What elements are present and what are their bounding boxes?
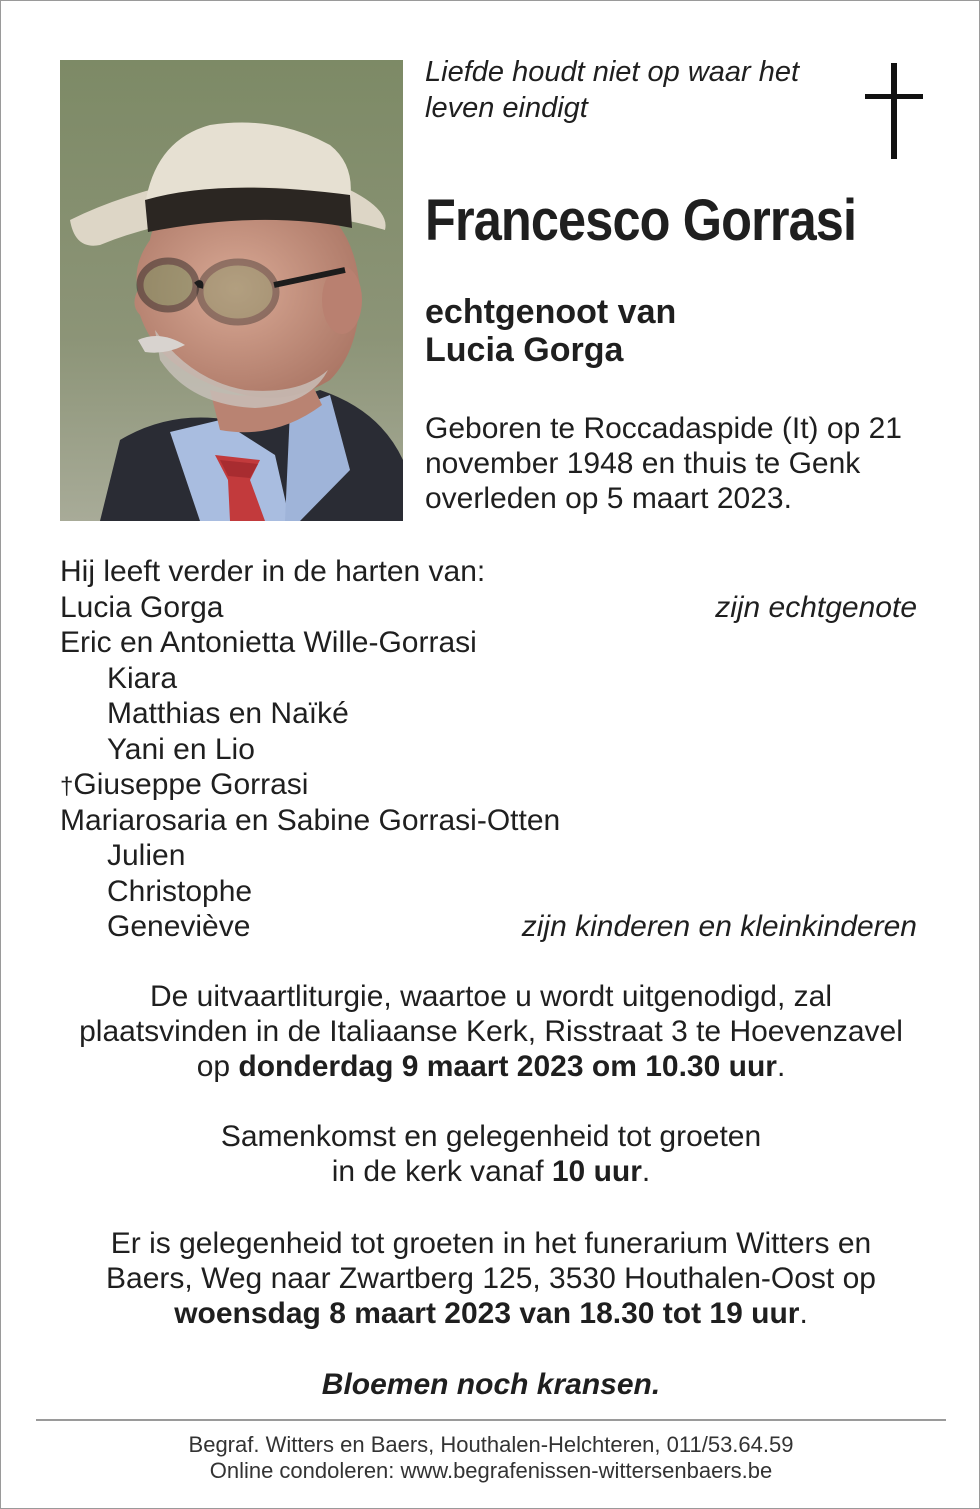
motto-line-2: leven eindigt (425, 92, 588, 124)
family-row (60, 838, 917, 874)
family-role: zijn kinderen en kleinkinderen (521, 910, 917, 943)
portrait-photo (60, 60, 403, 521)
family-row (60, 803, 917, 839)
family-list (60, 554, 917, 945)
birth-line-2: november 1948 en thuis te Genk (425, 447, 861, 480)
family-member-name: Christophe (107, 874, 253, 908)
family-row (60, 909, 917, 945)
spouse-prefix: echtgenoot van (425, 293, 677, 331)
family-intro: Hij leeft verder in de harten van: (60, 555, 486, 588)
gathering-time: 10 uur (551, 1155, 642, 1188)
footer (41, 1432, 941, 1484)
family-member-name: Lucia Gorga (60, 590, 224, 624)
gathering-line-1: Samenkomst en gelegenheid tot groeten (220, 1120, 762, 1153)
liturgy-line-1: De uitvaartliturgie, waartoe u wordt uitgenodigd, zal (149, 980, 833, 1013)
viewing-info (41, 1226, 941, 1331)
family-member-name: Yani en Lio (107, 732, 255, 766)
deceased-name: Francesco Gorrasi (425, 188, 857, 253)
gathering-line-2-pre: in de kerk vanaf (331, 1155, 552, 1188)
funeral-home-contact: Begraf. Witters en Baers, Houthalen-Helchteren, 011/53.64.59 (188, 1432, 794, 1457)
liturgy-datetime: donderdag 9 maart 2023 om 10.30 uur (238, 1050, 777, 1083)
liturgy-info (41, 979, 941, 1084)
gathering-line-2-post: . (641, 1155, 651, 1188)
liturgy-line-2: plaatsvinden in de Italiaanse Kerk, Risstraat 3 te Hoevenzavel (79, 1015, 903, 1048)
cross-icon (865, 63, 923, 159)
family-row (60, 767, 917, 803)
family-row (60, 732, 917, 768)
online-condolence-link: Online condoleren: www.begrafenissen-wittersenbaers.be (209, 1458, 773, 1483)
motto-line-1: Liefde houdt niet op waar het (425, 56, 800, 88)
birth-line-1: Geboren te Roccadaspide (It) op 21 (425, 412, 902, 445)
flowers-notice: Bloemen noch kransen. (321, 1368, 661, 1401)
family-member-name: Matthias en Naïké (107, 697, 349, 730)
viewing-datetime: woensdag 8 maart 2023 van 18.30 tot 19 uur (174, 1297, 800, 1330)
family-row (60, 696, 917, 732)
family-member-name: Geneviève (107, 910, 251, 943)
family-row (60, 874, 917, 910)
spouse-info (425, 293, 676, 369)
family-member-name: Kiara (107, 661, 178, 695)
family-member-name: Julien (107, 839, 186, 872)
family-member-name: Giuseppe Gorrasi (73, 768, 309, 801)
liturgy-line-3-post: . (776, 1050, 786, 1083)
viewing-line-3-post: . (799, 1297, 808, 1330)
dagger-icon: † (60, 773, 74, 800)
portrait-illustration (60, 60, 403, 521)
family-role: zijn echtgenote (715, 590, 917, 624)
family-row (60, 625, 917, 661)
family-member-name: Mariarosaria en Sabine Gorrasi-Otten (60, 803, 561, 837)
viewing-line-2: Baers, Weg naar Zwartberg 125, 3530 Houthalen-Oost op (106, 1262, 876, 1295)
family-member-name: Eric en Antonietta Wille-Gorrasi (60, 626, 477, 659)
birth-line-3: overleden op 5 maart 2023. (425, 482, 792, 515)
birth-death-info (425, 411, 945, 516)
spouse-name: Lucia Gorga (425, 331, 624, 369)
family-row (60, 590, 917, 626)
gathering-info (41, 1119, 941, 1189)
footer-divider (36, 1419, 946, 1421)
motto (425, 54, 855, 126)
family-row (60, 661, 917, 697)
viewing-line-1: Er is gelegenheid tot groeten in het funerarium Witters en (110, 1227, 872, 1260)
liturgy-line-3-pre: op (196, 1050, 239, 1083)
